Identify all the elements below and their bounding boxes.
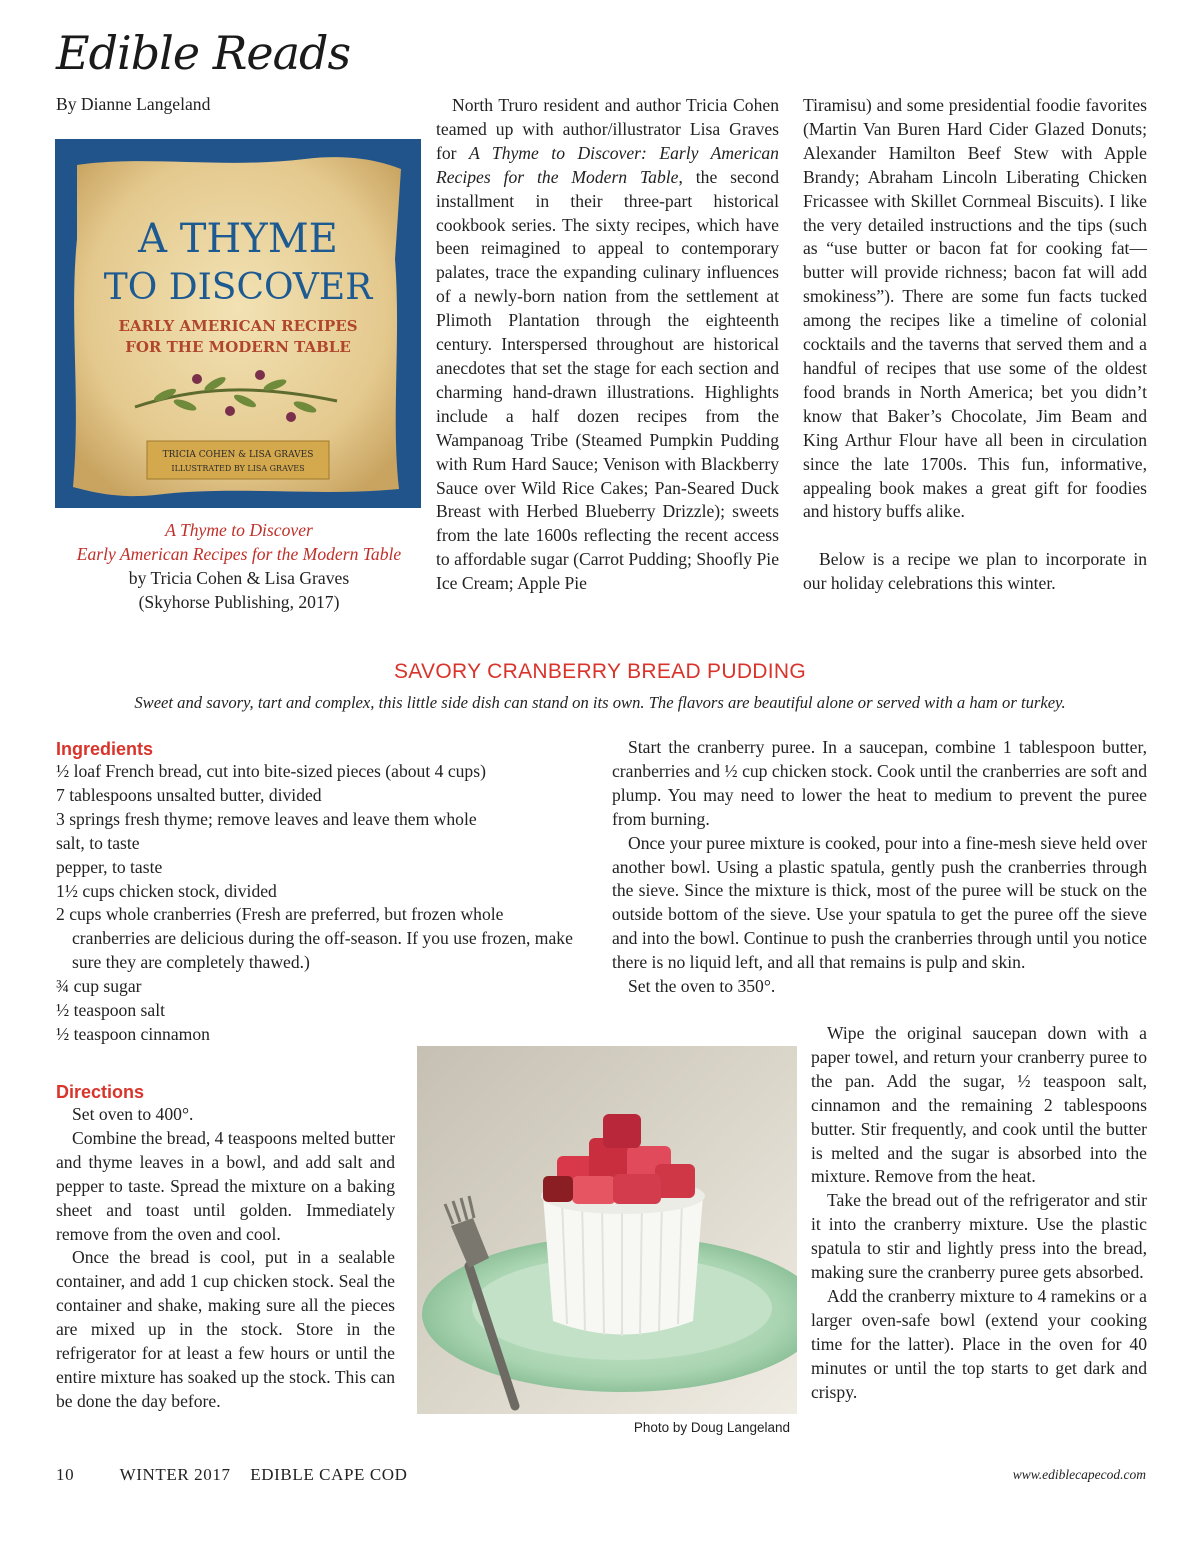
- article-paragraph: North Truro resident and author Tricia Cohen teamed up with author/illustrator Lisa Graves for A Thyme to Discover: Early American Recipes for the Modern Table, the second installment in their three-part historical cookbook series. The sixty recipes, which have been reimagined to appeal to contemporary palates, trace the expanding culinary influences of a newly-born nation from the settlement at Plimoth Plantation through the eighteenth century. Interspersed throughout are historical anecdotes that set the stage for each section and charming hand-drawn illustrations. Highlights include a half dozen recipes from the Wampanoag Tribe (Steamed Pumpkin Pudding with Rum Hard Sauce; Venison with Blackberry Sauce over Wild Rice Cakes; Pan-Seared Duck Breast with Herbed Blueberry Drizzle); sweets from the late 1600s reflecting the recent access to affordable sugar (Carrot Pudding; Shoofly Pie Ice Cream; Apple Pie: [436, 95, 779, 594]
- recipe-photo: [417, 1046, 797, 1414]
- ingredient-item: ½ loaf French bread, cut into bite-sized pieces (about 4 cups): [56, 761, 486, 781]
- recipe-title: SAVORY CRANBERRY BREAD PUDDING: [394, 660, 806, 683]
- direction-step: Once the bread is cool, put in a sealable container, and add 1 cup chicken stock. Seal the container and shake, making sure all the pieces are mixed up in the stock. Store in the refrigerator for at least a few hours or until the entire mixture has soaked up the stock. This can be done the day before.: [56, 1247, 395, 1411]
- footer-left: [56, 1465, 408, 1485]
- article-column-3: [803, 94, 1147, 596]
- ingredient-item: pepper, to taste: [56, 856, 163, 877]
- ingredient-item: salt, to taste: [56, 832, 140, 853]
- website-link[interactable]: www.ediblecapecod.com: [1012, 1467, 1146, 1482]
- book-cover-art: [55, 139, 421, 508]
- book-cover-image: [55, 139, 421, 508]
- ingredient-item: ½ teaspoon salt: [56, 1000, 165, 1021]
- article-column-2: [436, 94, 779, 596]
- issue-label: WINTER 2017: [119, 1465, 231, 1484]
- page-number: 10: [56, 1465, 75, 1484]
- bread-pudding-photo: [417, 1046, 797, 1414]
- directions-section: [56, 1082, 395, 1414]
- caption-subtitle: Early American Recipes for the Modern Table: [76, 544, 402, 564]
- direction-step: Take the bread out of the refrigerator and stir it into the cranberry mixture. Use the plastic spatula to stir and lightly press into the bread, making sure the cranberry puree gets absorbed.: [811, 1190, 1147, 1283]
- direction-step: Add the cranberry mixture to 4 ramekins or a larger oven-safe bowl (extend your cooking time for the latter). Place in the oven for 40 minutes or until the top starts to get dark and crispy.: [811, 1285, 1147, 1402]
- ingredient-item: ½ teaspoon cinnamon: [56, 1023, 210, 1044]
- directions-heading: Directions: [56, 1082, 145, 1102]
- ingredient-item: ¾ cup sugar: [56, 976, 142, 997]
- article-paragraph: Tiramisu) and some presidential foodie favorites (Martin Van Buren Hard Cider Glazed Donuts; Alexander Hamilton Beef Stew with Apple Brandy; Abraham Lincoln Liberating Chicken Fricassee with Skillet Cornmeal Biscuits). I like the very detailed instructions and the tips (such as “use butter or bacon fat for cooking fat—butter will provide richness; bacon fat will add smokiness”). There are some fun facts tucked among the recipes like a timeline of colonial cocktails and the taverns that served them and a handful of recipes that use some of the oldest food brands in North America; bet you didn’t know that Baker’s Chocolate, Jim Beam and King Arthur Flour have all been in circulation since the late 1700s. This fun, informative, appealing book makes a great gift for foodies and history buffs alike.: [803, 95, 1147, 522]
- magazine-name: EDIBLE CAPE COD: [250, 1465, 408, 1484]
- ingredient-item: 7 tablespoons unsalted butter, divided: [56, 784, 322, 805]
- direction-step: Set oven to 400°.: [72, 1104, 194, 1124]
- direction-step: Once your puree mixture is cooked, pour into a fine-mesh sieve held over another bowl. Using a plastic spatula, gently push the cranberries through the sieve. Since the mixture is thick, most of the puree will be stuck on the outside bottom of the sieve. Use your spatula to get the puree off the sieve and into the bowl. Continue to push the cranberries through until you notice there is no liquid left, and all that remains is pulp and skin.: [612, 832, 1147, 973]
- direction-step: Wipe the original saucepan down with a paper towel, and return your cranberry puree to the pan. Add the sugar, ½ teaspoon salt, cinnamon and the remaining 2 tablespoons butter. Stir frequently, and cook until the butter is melted and the sugar is absorbed into the mixture. Remove from the heat.: [811, 1023, 1147, 1187]
- ingredient-item: 2 cups whole cranberries (Fresh are preferred, but frozen whole cranberries are delicious during the off-season. If you use frozen, make sure they are completely thawed.): [56, 904, 573, 973]
- directions-left: [56, 1103, 395, 1414]
- cover-subtitle-line2: FOR THE MODERN TABLE: [125, 338, 351, 356]
- ingredient-item: 3 springs fresh thyme; remove leaves and leave them whole: [56, 808, 477, 829]
- cover-authors: TRICIA COHEN & LISA GRAVES: [162, 450, 314, 460]
- caption-title: A Thyme to Discover: [165, 520, 313, 540]
- directions-right: [811, 1022, 1147, 1405]
- recipe-subtitle: Sweet and savory, tart and complex, this little side dish can stand on its own. The flavors are beautiful alone or served with a ham or turkey.: [134, 693, 1066, 712]
- ingredients-heading: Ingredients: [56, 739, 154, 759]
- ingredient-item: 1½ cups chicken stock, divided: [56, 880, 277, 901]
- caption-publisher: (Skyhorse Publishing, 2017): [138, 592, 340, 612]
- photo-credit: Photo by Doug Langeland: [633, 1420, 790, 1435]
- direction-step: Set the oven to 350°.: [628, 976, 776, 997]
- directions-middle: [612, 736, 1147, 999]
- ingredients-section: [56, 739, 576, 1047]
- book-title-inline: A Thyme to Discover: Early American Recipes for the Modern Table: [436, 142, 779, 187]
- direction-step: Start the cranberry puree. In a saucepan, combine 1 tablespoon butter, cranberries and ½ cup chicken stock. Cook until the cranberries are soft and plump. You may need to lower the heat to medium to prevent the puree from burning.: [612, 737, 1147, 829]
- caption-authors: by Tricia Cohen & Lisa Graves: [128, 568, 350, 588]
- byline: By Dianne Langeland: [56, 94, 211, 114]
- cover-illustrated: ILLUSTRATED BY LISA GRAVES: [171, 464, 305, 473]
- article-paragraph: Below is a recipe we plan to incorporate in our holiday celebrations this winter.: [803, 549, 1147, 594]
- ingredients-list: [56, 760, 576, 1047]
- direction-step: Combine the bread, 4 teaspoons melted butter and thyme leaves in a bowl, and add salt and pepper to taste. Spread the mixture on a baking sheet and toast until golden. Immediately remove from the oven and cool.: [56, 1127, 395, 1244]
- cover-title-line2: TO DISCOVER: [103, 267, 373, 308]
- section-masthead: Edible Reads: [56, 26, 351, 80]
- cover-subtitle-line1: EARLY AMERICAN RECIPES: [118, 317, 358, 335]
- book-caption: [56, 518, 422, 614]
- cover-title-line1: A THYME: [138, 216, 338, 262]
